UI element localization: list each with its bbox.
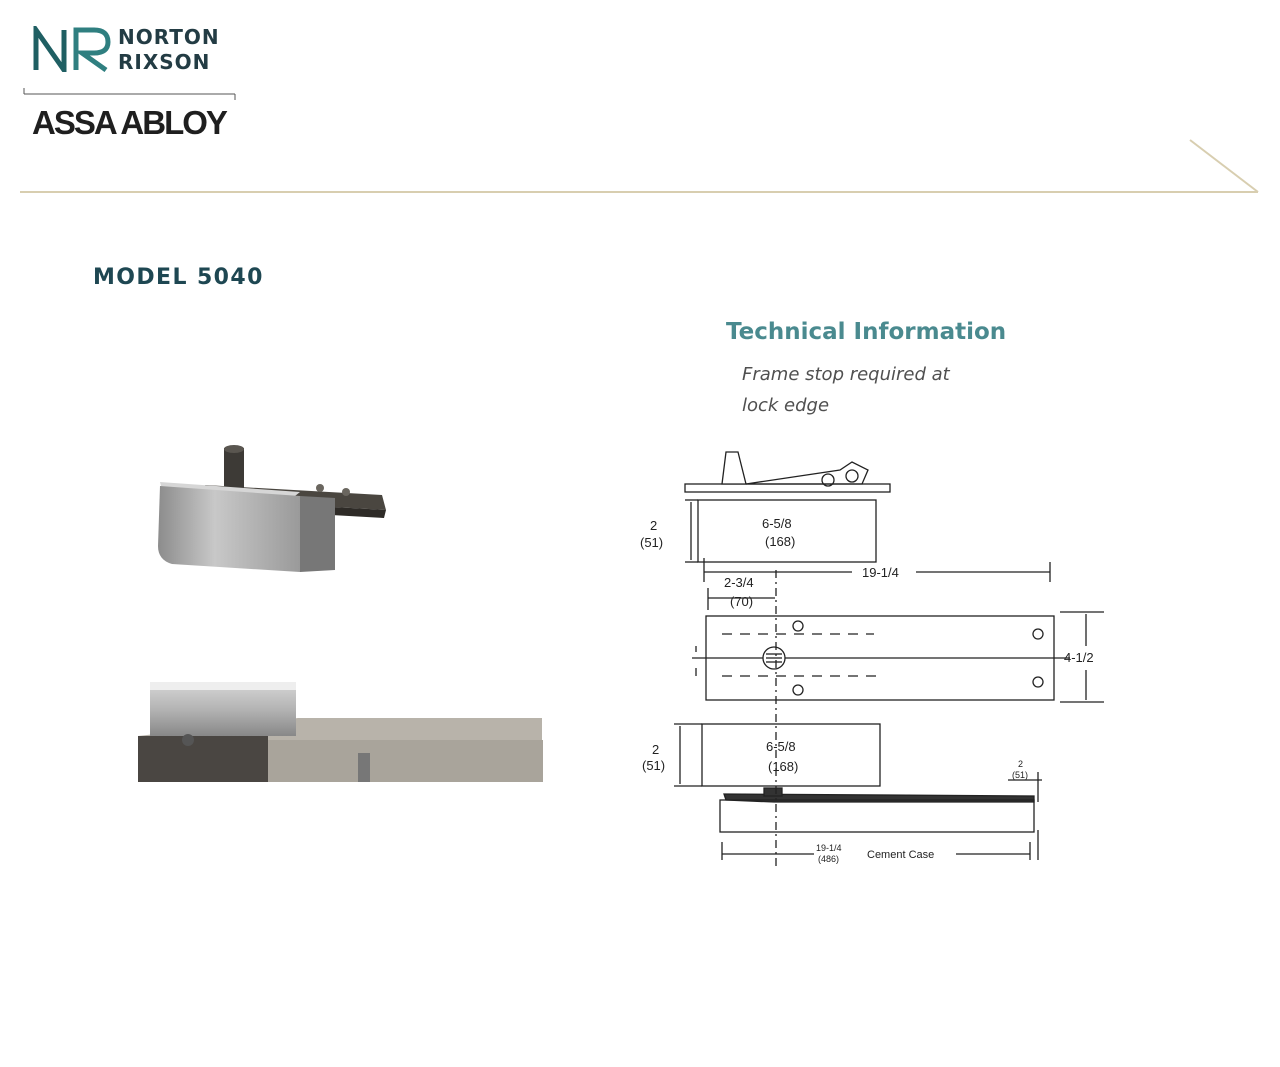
- dim-bottom-height: 2: [652, 742, 660, 757]
- technical-info-heading: Technical Information: [726, 319, 1007, 345]
- dim-offset: 2-3/4: [724, 575, 754, 590]
- floor-closer-photo: [138, 678, 543, 786]
- dim-top-width: 6-5/8: [762, 516, 792, 531]
- dim-case-length: 19-1/4: [816, 843, 842, 853]
- dim-top-height-mm: (51): [640, 535, 664, 550]
- dim-overall-length: 19-1/4: [862, 565, 899, 580]
- dim-bottom-height-mm: (51): [642, 758, 666, 773]
- dim-top-width-mm: (168): [765, 534, 796, 549]
- dim-case-height: 2: [1018, 759, 1024, 769]
- dim-offset-mm: (70): [730, 594, 754, 609]
- brand-name-line1: NORTON: [118, 25, 220, 49]
- dim-bottom-width-mm: (168): [768, 759, 799, 774]
- technical-drawing: [630, 440, 1120, 880]
- brand-name-line2: RIXSON: [118, 50, 211, 74]
- dim-bottom-width: 6-5/8: [766, 739, 796, 754]
- case-label: Cement Case: [867, 849, 935, 861]
- technical-note-line2: lock edge: [742, 395, 830, 416]
- dim-top-height: 2: [650, 518, 658, 533]
- dim-plan-width: 4-1/2: [1064, 650, 1094, 665]
- parent-brand-logo: ASSA ABLOY: [32, 104, 226, 141]
- nr-monogram-icon: [32, 26, 114, 72]
- technical-note-line1: Frame stop required at: [742, 364, 950, 385]
- dim-case-length-mm: (486): [818, 854, 840, 864]
- model-title: MODEL 5040: [93, 265, 264, 290]
- dim-case-height-mm: (51): [1012, 770, 1029, 780]
- pivot-hinge-photo: [150, 440, 400, 590]
